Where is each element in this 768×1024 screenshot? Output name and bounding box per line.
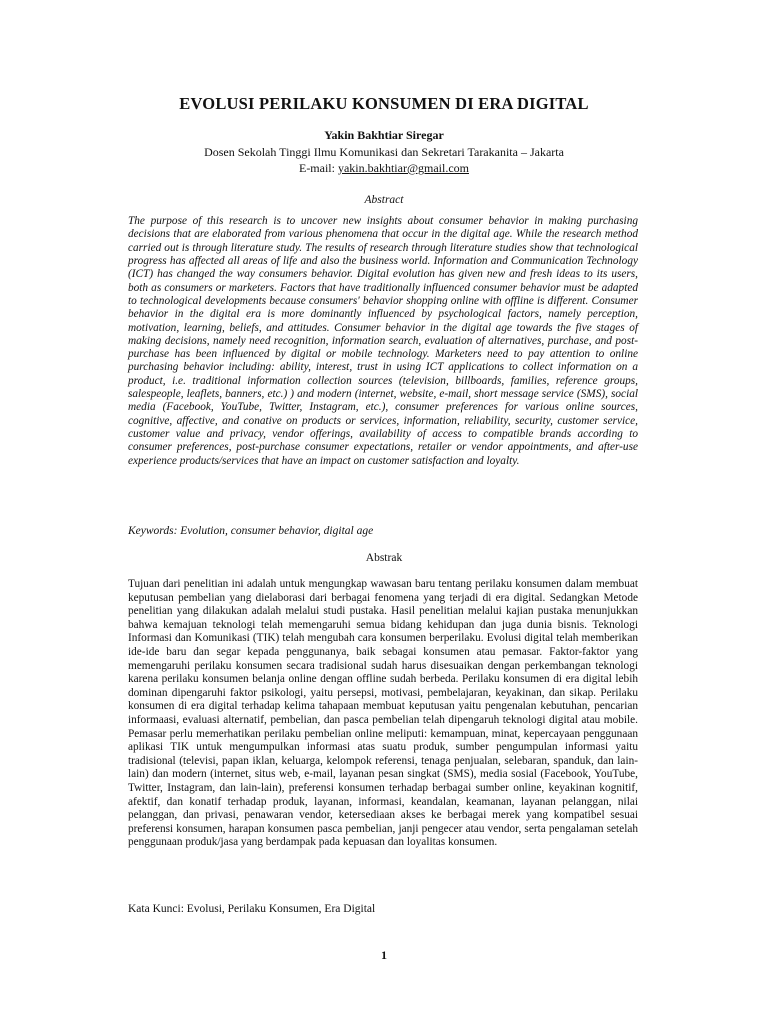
email-label: E-mail: [298, 161, 338, 175]
author-email [0, 161, 768, 176]
abstract-text: The purpose of this research is to uncover new insights about consumer behavior in making purchasing decisions that are elaborated from various phenomena that occur in the digital age. While the research method carried out is through literature study. The results of research through literature studies show that technological progress has affected all areas of life and also the business world. Information and Communication Technology (ICT) has changed the way consumers behavior. Digital evolution has given new and fresh ideas to its users, both as consumers or marketers. Factors that have traditionally influenced consumer behavior must be adapted to technological developments because consumers' behavior shopping online with offline is different. Consumer behavior in the digital era is more dominantly influenced by psychological factors, namely perception, motivation, learning, beliefs, and attitudes. Consumer behavior in the digital age towards the five stages of making decisions, namely need recognition, information search, evaluation of alternatives, purchase, and post-purchase has been influenced by digital or mobile technology. Marketers need to pay attention to online purchasing behavior including: ability, interest, trust in using ICT applications to collect information on a product, i.e. traditional information collection sources (television, billboards, families, reference groups, salespeople, leaflets, banners, etc.) ) and modern (internet, website, e-mail, short message service (SMS), social media (Facebook, YouTube, Twitter, Instagram, etc.), consumer preferences for various online sources, cognitive, affective, and conative on products or services, information, reliability, security, customer service, customer value and privacy, vendor offerings, availability of access to compatible brands according to consumer preferences, post-purchase consumer expectations, retailer or vendor appointments, and after-use experience products/services that have an impact on customer satisfaction and loyalty. [128, 215, 638, 467]
kata-kunci-line: Kata Kunci: Evolusi, Perilaku Konsumen, Era Digital [128, 903, 376, 915]
abstrak-text: Tujuan dari penelitian ini adalah untuk mengungkap wawasan baru tentang perilaku konsumen dalam membuat keputusan pembelian yang dielaborasi dari berbagai fenomena yang terjadi di era digital. Sedangkan Metode penelitian yang dilakukan adalah melalui studi pustaka. Hasil penelitian melalui kajian pustaka menunjukkan bahwa kemajuan teknologi telah memengaruhi semua bidang kehidupan dan juga dunia bisnis. Teknologi Informasi dan Komunikasi (TIK) telah mengubah cara konsumen berperilaku. Evolusi digital telah memberikan ide-ide baru dan segar kepada penggunanya, baik sebagai konsumen atau pemasar. Faktor-faktor yang memengaruhi perilaku konsumen secara tradisional sudah harus disesuaikan dengan perkembangan teknologi karena perilaku konsumen belanja online dengan offline sudah berbeda. Perilaku konsumen di era digital lebih dominan dipengaruhi faktor psikologi, yaitu persepsi, motivasi, pembelajaran, keyakinan, dan sikap. Perilaku konsumen di era digital terhadap kelima tahapaan membuat keputusan yaitu pengenalan kebutuhan, pencarian informaasi, evaluasi alternatif, pembelian, dan pasca pembelian telah dipengaruh teknologi digital atau mobile. Pemasar perlu memerhatikan perilaku pembelian online meliputi: kemampuan, minat, kepercayaan penggunaan aplikasi TIK untuk mengumpulkan informasi atas suatu produk, sumber pengumpulan informasi yaitu tradisional (televisi, papan iklan, keluarga, kelompok referensi, tenaga penjualan, selebaran, spanduk, dan lain-lain) dan modern (internet, situs web, e-mail, layanan pesan singkat (SMS), media sosial (Facebook, YouTube, Twitter, Instagram, dan lain-lain), preferensi konsumen terhadap berbagai sumber online, keyakinan kognitif, afektif, dan konatif terhadap produk, layanan, informasi, keandalan, keamanan, layanan pelanggan, nilai pelanggan, dan privasi, penawaran vendor, ketersediaan akses ke berbagai merek yang kompatibel sesuai preferensi konsumen, harapan konsumen pasca pembelian, janji pengecer atau vendor, serta pengalaman setelah penggunaan produk/jasa yang berdampak pada kepuasan dan loyalitas konsumen. [128, 578, 638, 849]
author-name: Yakin Bakhtiar Siregar [324, 128, 444, 142]
author-affiliation: Dosen Sekolah Tinggi Ilmu Komunikasi dan Sekretari Tarakanita – Jakarta [204, 145, 564, 159]
abstrak-heading: Abstrak [365, 552, 403, 564]
email-link[interactable]: yakin.bakhtiar@gmail.com [337, 161, 469, 175]
abstract-heading: Abstract [364, 194, 404, 206]
paper-title: EVOLUSI PERILAKU KONSUMEN DI ERA DIGITAL [179, 94, 589, 113]
page-number: 1 [381, 948, 387, 962]
keywords-line: Keywords: Evolution, consumer behavior, digital age [128, 525, 374, 537]
